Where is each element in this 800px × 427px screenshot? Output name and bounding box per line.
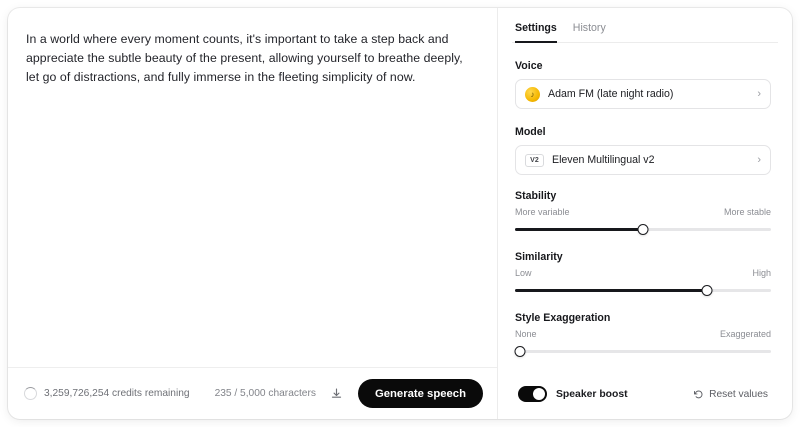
generate-speech-button[interactable]: Generate speech	[358, 379, 483, 408]
slider-stability	[515, 190, 771, 236]
credits-status	[24, 387, 190, 400]
slider-similarity	[515, 251, 771, 297]
download-icon[interactable]	[324, 381, 350, 407]
character-count: 235 / 5,000 characters	[214, 388, 316, 399]
toggle-knob	[533, 388, 545, 400]
speaker-boost-label: Speaker boost	[556, 388, 628, 400]
style-exaggeration-endpoints	[515, 329, 771, 339]
style-exaggeration-rail	[515, 350, 771, 353]
similarity-fill	[515, 289, 707, 292]
similarity-endpoints	[515, 268, 771, 278]
stability-knob[interactable]	[638, 224, 649, 235]
chevron-right-icon: ›	[757, 87, 761, 100]
slider-style-exaggeration	[515, 312, 771, 358]
voice-label: Voice	[515, 60, 543, 72]
style-exaggeration-slider[interactable]	[515, 344, 771, 358]
similarity-slider[interactable]	[515, 283, 771, 297]
panel-tabs	[512, 22, 778, 43]
tab-settings[interactable]: Settings	[515, 22, 557, 42]
text-editor[interactable]: In a world where every moment counts, it's important to take a step back and appreciate the subtle beauty of the present, allowing yourself to breathe deeply, let go of distractions, and fully immerse in the fleeting simplicity of now.	[26, 32, 463, 84]
stability-fill	[515, 228, 643, 231]
stability-label: Stability	[515, 190, 557, 202]
similarity-right-label: High	[752, 268, 771, 278]
settings-body	[512, 60, 774, 402]
style-exaggeration-right-label: Exaggerated	[719, 329, 771, 339]
similarity-knob[interactable]	[702, 285, 713, 296]
model-select[interactable]	[515, 145, 771, 175]
model-label: Model	[515, 126, 546, 138]
similarity-label: Similarity	[515, 251, 563, 263]
credits-label: 3,259,726,254 credits remaining	[44, 388, 190, 399]
stability-endpoints	[515, 207, 771, 217]
panel-bottom-row	[515, 386, 771, 402]
style-exaggeration-left-label: None	[515, 329, 537, 339]
speaker-boost-toggle[interactable]	[518, 386, 547, 402]
stability-right-label: More stable	[723, 207, 771, 217]
settings-pane	[498, 8, 792, 419]
voice-select[interactable]	[515, 79, 771, 109]
reset-icon	[693, 389, 704, 400]
style-exaggeration-knob[interactable]	[515, 346, 526, 357]
editor-pane	[8, 8, 498, 419]
credits-ring-icon	[24, 387, 37, 400]
model-version-badge: V2	[525, 154, 544, 167]
reset-values-button[interactable]	[693, 389, 768, 400]
stability-left-label: More variable	[515, 207, 570, 217]
tab-history[interactable]: History	[572, 22, 606, 34]
model-value: Eleven Multilingual v2	[552, 154, 655, 166]
chevron-right-icon: ›	[757, 153, 761, 166]
editor-footer	[8, 367, 497, 419]
tts-window	[8, 8, 792, 419]
style-exaggeration-label: Style Exaggeration	[515, 312, 611, 324]
stability-slider[interactable]	[515, 222, 771, 236]
similarity-left-label: Low	[515, 268, 532, 278]
reset-values-label: Reset values	[709, 388, 768, 400]
voice-avatar: ♪	[525, 87, 540, 102]
voice-value: Adam FM (late night radio)	[548, 88, 674, 100]
